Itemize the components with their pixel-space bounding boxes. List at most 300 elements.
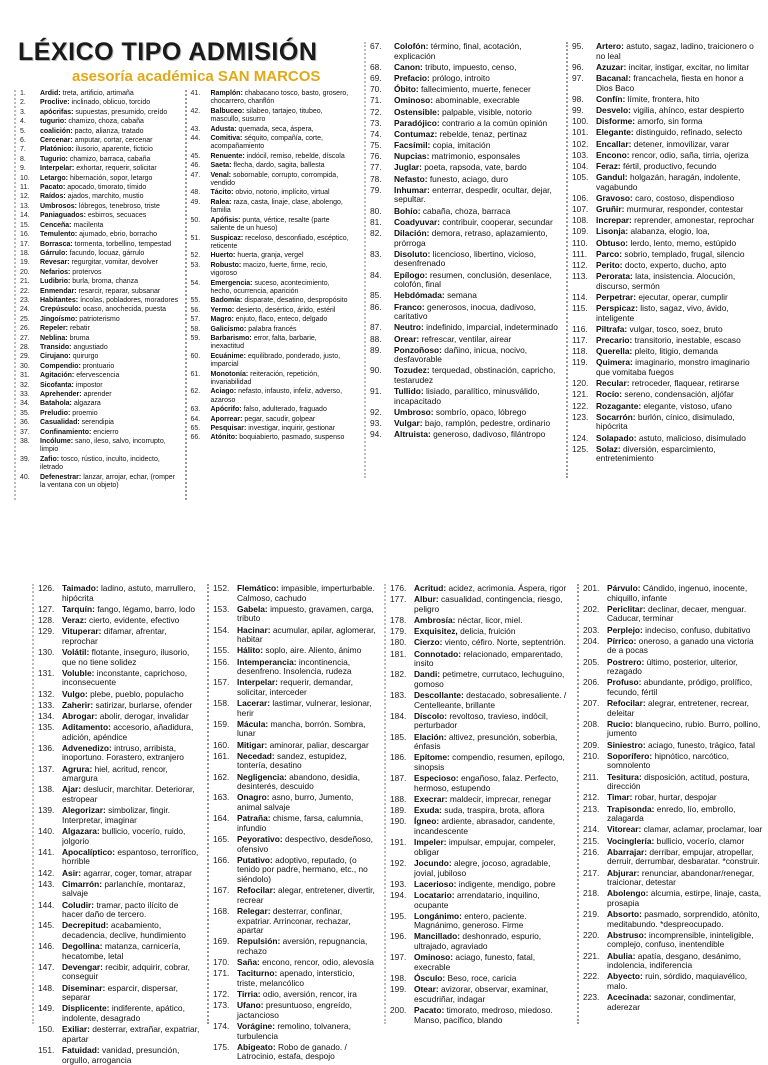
entry-number: 129. — [38, 626, 55, 637]
glossary-entry — [191, 425, 350, 433]
glossary-entry — [191, 162, 350, 170]
entry-definition: pleito, litigio, demanda — [634, 346, 718, 357]
glossary-entry — [370, 346, 560, 365]
entry-definition: Cándido, ingenuo, inocente, chiquillo, infante — [607, 583, 748, 603]
entry-number: 169. — [213, 936, 230, 947]
entry-number: 27. — [20, 334, 30, 342]
entry-number: 91. — [370, 386, 382, 397]
entry-text — [414, 627, 571, 637]
entry-definition: límite, frontera, hito — [627, 93, 700, 104]
entry-definition: lóbregos, tenebroso, triste — [78, 202, 160, 210]
entry-definition: timorato, medroso, miedoso. Manso, pacífico, blando — [414, 1005, 553, 1025]
entry-definition: remolino, tolvanera, turbulencia — [237, 1021, 351, 1041]
entry-number: 107. — [572, 204, 589, 215]
entry-definition: proemio — [72, 409, 98, 417]
entry-text — [596, 74, 762, 93]
glossary-entry — [583, 952, 764, 971]
glossary-entry — [38, 605, 201, 615]
glossary-entry — [38, 880, 201, 899]
glossary-entry — [20, 156, 179, 164]
entry-text — [596, 95, 762, 105]
entry-text — [394, 152, 560, 162]
glossary-entry — [583, 869, 764, 888]
entry-text — [211, 280, 350, 297]
entry-text — [40, 241, 179, 249]
entry-word: Ominoso: — [414, 952, 454, 963]
entry-text — [596, 205, 762, 215]
entry-word: Asir: — [62, 867, 82, 878]
entry-number: 161. — [213, 750, 230, 761]
entry-definition: sobrio, templado, frugal, silencio — [624, 248, 745, 259]
entry-number: 36. — [20, 419, 30, 427]
entry-number: 67. — [370, 41, 382, 51]
entry-text — [237, 835, 376, 854]
entry-number: 203. — [583, 624, 600, 635]
entry-definition: aminorar, paliar, descargar — [269, 739, 369, 750]
glossary-entry — [20, 259, 179, 267]
glossary-entry — [370, 335, 560, 345]
entry-number: 126. — [38, 583, 55, 593]
entry-number: 6. — [20, 137, 26, 145]
entry-word: Albur: — [414, 594, 439, 605]
glossary-entry — [572, 205, 762, 215]
entry-definition: angustiado — [73, 343, 108, 351]
glossary-entry — [390, 838, 571, 857]
entry-word: Cenceña: — [40, 221, 72, 229]
entry-text — [414, 595, 571, 614]
entry-text — [62, 869, 201, 879]
entry-text — [211, 297, 350, 305]
entry-number: 137. — [38, 763, 55, 774]
glossary-entry — [213, 958, 376, 968]
entry-text — [394, 271, 560, 290]
entry-definition: desterrar, confinar, expatriar. Arrinconar, rechazar, apartar — [237, 905, 351, 936]
entry-word: Nefarios: — [40, 268, 71, 276]
entry-number: 179. — [390, 626, 407, 637]
glossary-entry — [583, 584, 764, 603]
entry-text — [596, 216, 762, 226]
entry-word: Execrar: — [414, 794, 448, 804]
entry-text — [40, 325, 179, 333]
entry-number: 147. — [38, 961, 55, 972]
glossary-entry — [20, 269, 179, 277]
entry-number: 138. — [38, 784, 55, 795]
entry-definition: lastimar, vulnerar, lesionar, herir — [237, 698, 372, 718]
entry-text — [607, 931, 764, 950]
entry-definition: palpable, visible, notorio — [441, 106, 532, 117]
entry-word: Coludir: — [62, 899, 95, 910]
glossary-entry — [572, 347, 762, 357]
entry-word: Epílogo: — [394, 269, 428, 280]
entry-text — [62, 627, 201, 646]
entry-number: 47. — [190, 171, 201, 179]
entry-text — [414, 880, 571, 890]
entry-number: 111. — [572, 248, 588, 259]
entry-text — [414, 753, 571, 772]
entry-definition: boquiabierto, pasmado, suspenso — [239, 434, 345, 442]
entry-word: Platónico: — [40, 146, 74, 154]
glossary-entry — [191, 371, 350, 388]
glossary-entry — [191, 189, 350, 197]
glossary-entry — [191, 335, 350, 352]
entry-definition: aciago, funesto, trágico, fatal — [647, 739, 756, 750]
glossary-entry — [20, 203, 179, 211]
entry-word: Repulsión: — [237, 936, 281, 947]
entry-text — [62, 827, 201, 846]
glossary-entry — [370, 152, 560, 162]
entry-definition: Beso, roce, caricia — [447, 973, 517, 984]
entry-text — [596, 336, 762, 346]
entry-definition: blanquecino, rubio. Burro, pollino, jumento — [607, 718, 761, 739]
entry-number: 200. — [390, 1005, 407, 1015]
glossary-entry — [20, 90, 179, 98]
entry-word: Compendio: — [40, 362, 81, 370]
entry-word: Revesar: — [40, 259, 70, 267]
entry-number: 216. — [583, 846, 600, 857]
entry-definition: murmurar, responder, contestar — [626, 204, 744, 215]
entry-text — [607, 848, 764, 867]
entry-word: Elegante: — [596, 127, 634, 138]
entry-word: Aprehender: — [40, 391, 82, 398]
entry-definition: distinguido, refinado, selecto — [636, 127, 743, 138]
entry-word: Altruista: — [394, 429, 431, 440]
entry-word: apócrifas: — [40, 108, 74, 116]
entry-definition: petimetre, currutaco, lechuguino, gomoso — [414, 669, 565, 689]
entry-text — [607, 869, 764, 888]
entry-number: 194. — [390, 889, 407, 900]
entry-number: 37. — [20, 428, 30, 436]
entry-text — [211, 108, 350, 125]
entry-definition: prólogo, introito — [432, 72, 490, 83]
entry-text — [394, 108, 560, 118]
entry-word: Putativo: — [237, 854, 273, 865]
entry-definition: fango, légamo, barro, lodo — [97, 603, 195, 614]
entry-definition: engañoso, falaz. Perfecto, hermoso, estupendo — [414, 773, 559, 793]
entry-number: 121. — [572, 389, 589, 400]
entry-text — [596, 347, 762, 357]
entry-definition: demora, retraso, aplazamiento, prórroga — [394, 228, 548, 248]
entry-number: 122. — [572, 400, 589, 411]
entry-definition: falso, adulterado, fraguado — [243, 406, 327, 414]
glossary-entry — [20, 410, 179, 418]
glossary-entry — [572, 390, 762, 400]
entry-text — [62, 584, 201, 603]
glossary-entry — [191, 388, 350, 405]
entry-word: Monotonía: — [210, 370, 249, 378]
entry-word: Parco: — [596, 248, 623, 259]
entry-definition: deslucir, marchitar. Deteriorar, estropear — [62, 784, 195, 804]
entry-definition: altivez, presunción, soberbia, énfasis — [414, 731, 558, 752]
entry-text — [211, 316, 350, 324]
entry-definition: destacado, sobresaliente. / Centelleante, brillante — [414, 690, 567, 710]
entry-definition: rebatir — [69, 325, 90, 333]
entry-text — [414, 974, 571, 984]
entry-word: Tullido: — [394, 386, 424, 397]
entry-definition: lerdo, lento, memo, estúpido — [630, 237, 737, 248]
entry-word: Temulento: — [40, 231, 78, 239]
glossary-entry — [390, 616, 571, 626]
entry-word: Ralea: — [210, 198, 232, 206]
entry-definition: incontinencia, desenfreno. Insolencia, rudeza — [237, 656, 352, 677]
entry-number: 105. — [572, 172, 589, 183]
entry-word: Desvelo: — [596, 104, 631, 115]
glossary-entry — [213, 1043, 376, 1062]
entry-definition: alcurnia, estirpe, linaje, casta, prosapia — [607, 888, 762, 908]
entry-definition: astuto, sagaz, ladino, traicionero o no leal — [596, 41, 754, 61]
entry-number: 204. — [583, 635, 600, 646]
entry-number: 160. — [213, 739, 230, 750]
entry-text — [394, 419, 560, 429]
glossary-entry — [583, 793, 764, 803]
entry-number: 70. — [370, 84, 382, 95]
glossary-entry — [20, 344, 179, 352]
entry-number: 31. — [20, 372, 30, 380]
entry-number: 79. — [370, 184, 382, 195]
entry-text — [607, 678, 764, 697]
entry-definition: refrescar, ventilar, airear — [421, 333, 512, 344]
entry-definition: silabeo, tartajeo, titubeo, mascullo, susurro — [210, 107, 323, 124]
entry-text — [211, 199, 350, 216]
entry-word: Interpelar: — [237, 677, 278, 688]
glossary-entry — [572, 74, 762, 93]
glossary-entry — [38, 984, 201, 1003]
entry-definition: vanidad, presunción, orgullo, arrogancia — [62, 1044, 180, 1065]
entry-number: 213. — [583, 803, 600, 814]
page-3-columns — [32, 583, 376, 1065]
entry-number: 87. — [370, 322, 382, 333]
glossary-entry — [213, 937, 376, 956]
entry-definition: séquito, compañía, corte, acompañamiento — [210, 135, 323, 151]
entry-word: Acecinada: — [607, 992, 652, 1003]
entry-number: 199. — [390, 984, 407, 995]
entry-text — [237, 646, 376, 656]
entry-number: 71. — [370, 95, 382, 106]
entry-word: Perpetrar: — [596, 291, 637, 302]
entry-number: 187. — [390, 773, 407, 784]
entry-text — [394, 387, 560, 406]
entry-number: 40. — [20, 473, 30, 481]
entry-text — [40, 222, 179, 230]
entry-number: 28. — [20, 343, 30, 351]
entry-number: 208. — [583, 718, 600, 729]
entry-number: 207. — [583, 698, 600, 709]
entry-word: Magro: — [210, 316, 234, 324]
glossary-entry — [583, 752, 764, 771]
entry-word: Cierzo: — [414, 637, 443, 648]
entry-word: Tácito: — [210, 189, 234, 197]
entry-definition: soplo, aire. Aliento, ánimo — [265, 645, 362, 656]
entry-number: 86. — [370, 301, 382, 312]
entry-definition: simbolizar, fingir. Interpretar, imaginar — [62, 805, 170, 825]
entry-definition: abolir, derogar, invalidar — [99, 710, 189, 721]
entry-number: 23. — [20, 296, 30, 304]
entry-number: 190. — [390, 816, 407, 827]
entry-number: 206. — [583, 677, 600, 688]
entry-word: Zafio: — [40, 455, 60, 463]
entry-text — [62, 648, 201, 667]
entry-definition: incitar, instigar, excitar, no limitar — [628, 61, 750, 72]
page-4 — [380, 582, 768, 1024]
entry-number: 81. — [370, 216, 382, 227]
entry-definition: algazara — [73, 400, 101, 408]
glossary-entry — [191, 217, 350, 234]
entry-word: Vitorear: — [607, 824, 642, 835]
entry-definition: chisme, farsa, calumnia, infundio — [237, 813, 364, 833]
entry-word: Trapisonda: — [607, 803, 655, 814]
glossary-entry — [20, 222, 179, 230]
entry-number: 119. — [572, 357, 588, 368]
glossary-entry — [213, 1022, 376, 1041]
entry-text — [237, 752, 376, 771]
entry-word: Abyecto: — [607, 971, 643, 982]
glossary-entry — [38, 1046, 201, 1065]
entry-definition: aciago, funesto, fatal, execrable — [414, 952, 536, 972]
glossary-entry — [572, 117, 762, 127]
glossary-entry — [390, 880, 571, 890]
entry-text — [40, 184, 179, 192]
entry-definition: matrimonio, esponsales — [431, 151, 521, 162]
column — [364, 42, 560, 478]
entry-text — [40, 438, 179, 455]
entry-text — [237, 678, 376, 697]
entry-word: Hebdómada: — [394, 290, 445, 301]
entry-text — [211, 262, 350, 279]
glossary-entry — [213, 720, 376, 739]
entry-text — [211, 252, 350, 260]
glossary-entry — [583, 678, 764, 697]
entry-definition: holgazán, haragán, indolente, vagabundo — [596, 172, 741, 192]
glossary-entry — [191, 199, 350, 216]
entry-word: Crepúsculo: — [40, 306, 81, 314]
entry-word: Suspicaz: — [210, 234, 244, 242]
entry-number: 171. — [213, 968, 230, 979]
entry-definition: abandono, desidia, desinterés, descuido — [237, 771, 360, 792]
entry-definition: sazonar, condimentar, aderezar — [607, 992, 736, 1012]
entry-definition: ardiente, abrasador, candente, incandescente — [414, 816, 556, 836]
entry-text — [414, 891, 571, 910]
entry-word: Jocundo: — [414, 857, 452, 868]
glossary-entry — [390, 691, 571, 710]
entry-text — [211, 307, 350, 315]
entry-number: 155. — [213, 645, 230, 656]
entry-definition: error, falta, barbarie, inexactitud — [210, 334, 317, 351]
entry-definition: equilibrado, ponderado, justo, imparcial — [210, 352, 341, 369]
entry-text — [394, 430, 560, 440]
entry-text — [394, 229, 560, 248]
entry-word: Enmendar: — [40, 287, 77, 295]
entry-text — [596, 413, 762, 432]
entry-number: 184. — [390, 710, 407, 721]
entry-definition: vulgar, tosco, soez, bruto — [629, 323, 723, 334]
entry-word: Ominoso: — [394, 95, 434, 106]
entry-definition: alegar, entretener, divertir, recrear — [237, 885, 375, 905]
entry-word: Relegar: — [237, 905, 271, 916]
entry-definition: lisiado, paralítico, minusválido, incapacitado — [394, 386, 540, 406]
glossary-entry — [583, 658, 764, 677]
entry-text — [607, 910, 764, 929]
entry-word: Perito: — [596, 259, 623, 270]
entry-text — [394, 186, 560, 205]
entry-text — [607, 837, 764, 847]
glossary-entry — [572, 325, 762, 335]
entry-number: 135. — [38, 722, 55, 733]
entry-number: 130. — [38, 646, 55, 657]
glossary-entry — [191, 316, 350, 324]
entry-text — [394, 335, 560, 345]
entry-text — [62, 901, 201, 920]
entry-number: 102. — [572, 138, 589, 149]
entry-definition: bajo, ramplón, pedestre, ordinario — [424, 418, 551, 429]
entry-number: 149. — [38, 1003, 55, 1014]
glossary-entry — [583, 720, 764, 739]
entry-text — [596, 128, 762, 138]
entry-word: Precario: — [596, 335, 633, 346]
entry-word: Artero: — [596, 41, 624, 51]
entry-number: 106. — [572, 192, 589, 203]
entry-text — [596, 250, 762, 260]
entry-definition: efervescencia — [76, 372, 120, 380]
entry-text — [596, 304, 762, 323]
entry-text — [62, 880, 201, 899]
entry-text — [607, 805, 764, 824]
entry-number: 219. — [583, 909, 600, 920]
entry-text — [237, 793, 376, 812]
entry-number: 177. — [390, 594, 407, 605]
entry-word: Interpelar: — [40, 165, 75, 173]
entry-number: 197. — [390, 952, 407, 963]
entry-number: 180. — [390, 637, 407, 648]
entry-word: Exiliar: — [62, 1024, 90, 1035]
glossary-entry — [20, 372, 179, 380]
entry-number: 78. — [370, 173, 382, 184]
entry-text — [607, 773, 764, 792]
entry-number: 182. — [390, 669, 407, 680]
entry-word: Franco: — [394, 301, 425, 312]
glossary-entry — [20, 382, 179, 390]
glossary-entry — [370, 291, 560, 301]
entry-definition: francachela, fiesta en honor a Dios Baco — [596, 72, 744, 93]
entry-word: Casualidad: — [40, 419, 80, 427]
entry-text — [211, 388, 350, 405]
entry-definition: impasible, imperturbable. Calmoso, cachudo — [237, 583, 375, 603]
entry-definition: impulsar, empujar, compeler, obligar — [414, 837, 556, 857]
glossary-entry — [390, 595, 571, 614]
entry-definition: esparcir, dispersar, separar — [62, 982, 178, 1003]
entry-text — [596, 261, 762, 271]
entry-number: 84. — [370, 269, 382, 280]
entry-word: Intemperancia: — [237, 656, 297, 667]
entry-text — [211, 425, 350, 433]
entry-text — [414, 912, 571, 931]
entry-text — [414, 859, 571, 878]
entry-number: 19. — [20, 259, 30, 267]
glossary-entry — [38, 942, 201, 961]
entry-number: 108. — [572, 215, 589, 226]
glossary-entry — [572, 304, 762, 323]
entry-word: Emergencia: — [210, 279, 253, 287]
entry-definition: hiel, acritud, rencor, amargura — [62, 763, 168, 784]
entry-number: 12. — [20, 193, 30, 201]
entry-text — [596, 390, 762, 400]
entry-word: Preludio: — [40, 409, 71, 417]
entry-number: 117. — [572, 335, 588, 346]
glossary-entry — [572, 151, 762, 161]
entry-definition: tramar, pacto ilícito de hacer daño de tercero. — [62, 899, 179, 920]
glossary-entry — [191, 297, 350, 305]
page-2 — [360, 40, 768, 480]
entry-number: 157. — [213, 677, 230, 688]
entry-number: 202. — [583, 603, 600, 614]
